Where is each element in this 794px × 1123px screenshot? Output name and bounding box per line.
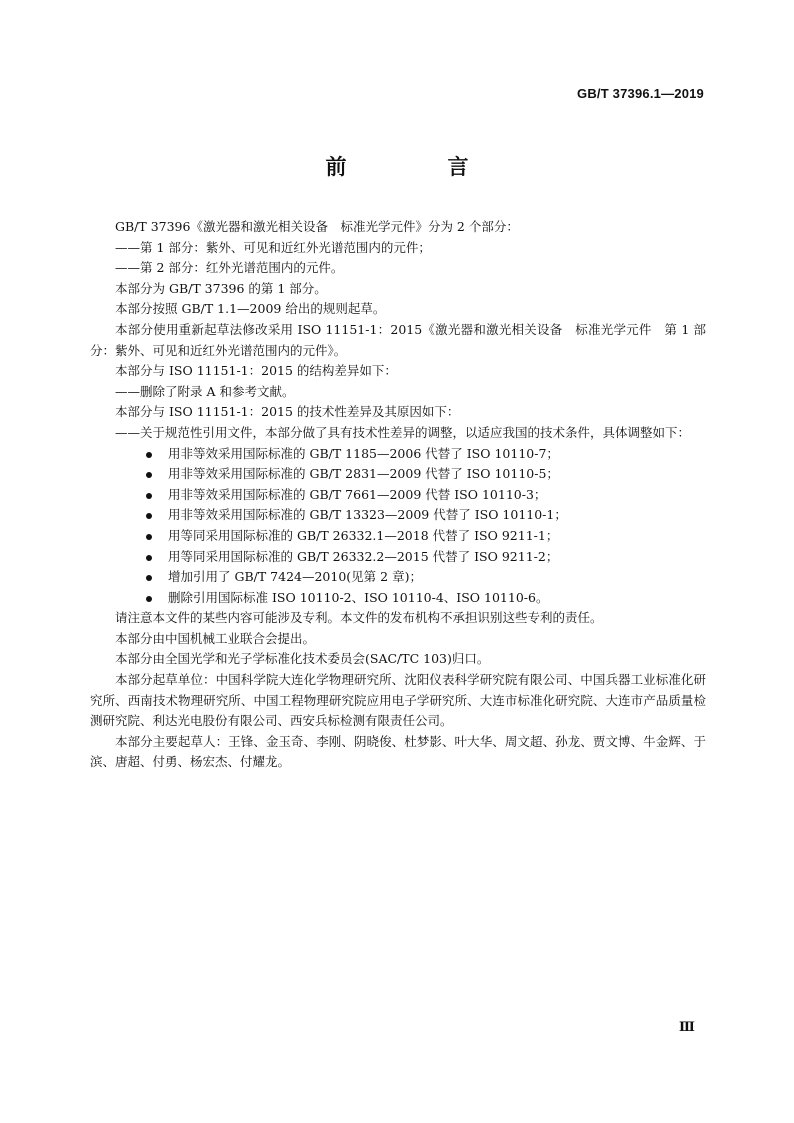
- list-item-text: 用非等效采用国际标准的 GB/T 1185—2006 代替了 ISO 10110-7；: [168, 445, 559, 461]
- paragraph: 本部分使用重新起草法修改采用 ISO 11151-1：2015《激光器和激光相关设备 标准光学元件 第 1 部分：紫外、可见和近红外光谱范围内的元件》。: [90, 321, 706, 358]
- foreword-body: [90, 217, 706, 773]
- bullet-icon: [146, 555, 152, 561]
- list-item: [90, 464, 706, 485]
- list-item-text: 增加引用了 GB/T 7424—2010(见第 2 章)；: [168, 569, 422, 585]
- list-item: [90, 485, 706, 506]
- bullet-icon: [146, 452, 152, 458]
- bullet-icon: [146, 534, 152, 540]
- bullet-icon: [146, 575, 152, 581]
- dash-item: ——删除了附录 A 和参考文献。: [115, 383, 295, 399]
- paragraph: 本部分与 ISO 11151-1：2015 的技术性差异及其原因如下：: [115, 404, 460, 420]
- bullet-icon: [146, 493, 152, 499]
- list-item: [90, 526, 706, 547]
- bullet-icon: [146, 472, 152, 478]
- dash-item: ——关于规范性引用文件，本部分做了具有技术性差异的调整，以适应我国的技术条件，具体调整如下：: [115, 424, 691, 440]
- bullet-icon: [146, 596, 152, 602]
- list-item: [90, 444, 706, 465]
- paragraph: GB/T 37396《激光器和激光相关设备 标准光学元件》分为 2 个部分：: [115, 219, 519, 234]
- page-number: Ⅲ: [679, 1020, 695, 1035]
- drafting-units: 本部分起草单位：中国科学院大连化学物理研究所、沈阳仪表科学研究院有限公司、中国兵器工业标准化研究所、西南技术物理研究所、中国工程物理研究院应用电子学研究所、大连市标准化研究院、大连市产品质量检测研究院、利达光电股份有限公司、西安兵标检测有限责任公司。: [90, 672, 706, 729]
- standard-code: GB/T 37396.1—2019: [577, 86, 704, 101]
- list-item: [90, 588, 706, 609]
- list-item-text: 删除引用国际标准 ISO 10110-2、ISO 10110-4、ISO 10110-6。: [168, 589, 549, 605]
- paragraph: 本部分为 GB/T 37396 的第 1 部分。: [115, 280, 327, 296]
- patent-notice: 请注意本文件的某些内容可能涉及专利。本文件的发布机构不承担识别这些专利的责任。: [115, 610, 603, 626]
- list-item: [90, 547, 706, 568]
- dash-item: ——第 2 部分：红外光谱范围内的元件。: [115, 260, 344, 276]
- list-item-text: 用非等效采用国际标准的 GB/T 7661—2009 代替 ISO 10110-3；: [168, 486, 547, 502]
- list-item-text: 用非等效采用国际标准的 GB/T 2831—2009 代替了 ISO 10110-5；: [168, 466, 559, 482]
- list-item: [90, 567, 706, 588]
- committee-statement: 本部分由全国光学和光子学标准化技术委员会(SAC/TC 103)归口。: [115, 651, 490, 667]
- list-item: [90, 505, 706, 526]
- paragraph: 本部分与 ISO 11151-1：2015 的结构差异如下：: [115, 363, 397, 379]
- reference-changes-list: [90, 444, 706, 609]
- paragraph: 本部分按照 GB/T 1.1—2009 给出的规则起草。: [115, 301, 386, 317]
- list-item-text: 用非等效采用国际标准的 GB/T 13323—2009 代替了 ISO 10110-1；: [168, 507, 567, 523]
- list-item-text: 用等同采用国际标准的 GB/T 26332.2—2015 代替了 ISO 9211-2；: [168, 548, 559, 564]
- drafters: 本部分主要起草人：王锋、金玉奇、李刚、阴晓俊、杜梦影、叶大华、周文超、孙龙、贾文博、牛金辉、于滨、唐超、付勇、杨宏杰、付耀龙。: [90, 733, 706, 770]
- bullet-icon: [146, 513, 152, 519]
- page-title: 前 言: [325, 155, 509, 179]
- proposer-statement: 本部分由中国机械工业联合会提出。: [115, 630, 316, 646]
- dash-item: ——第 1 部分：紫外、可见和近红外光谱范围内的元件；: [115, 239, 431, 255]
- list-item-text: 用等同采用国际标准的 GB/T 26332.1—2018 代替了 ISO 9211-1；: [168, 527, 559, 543]
